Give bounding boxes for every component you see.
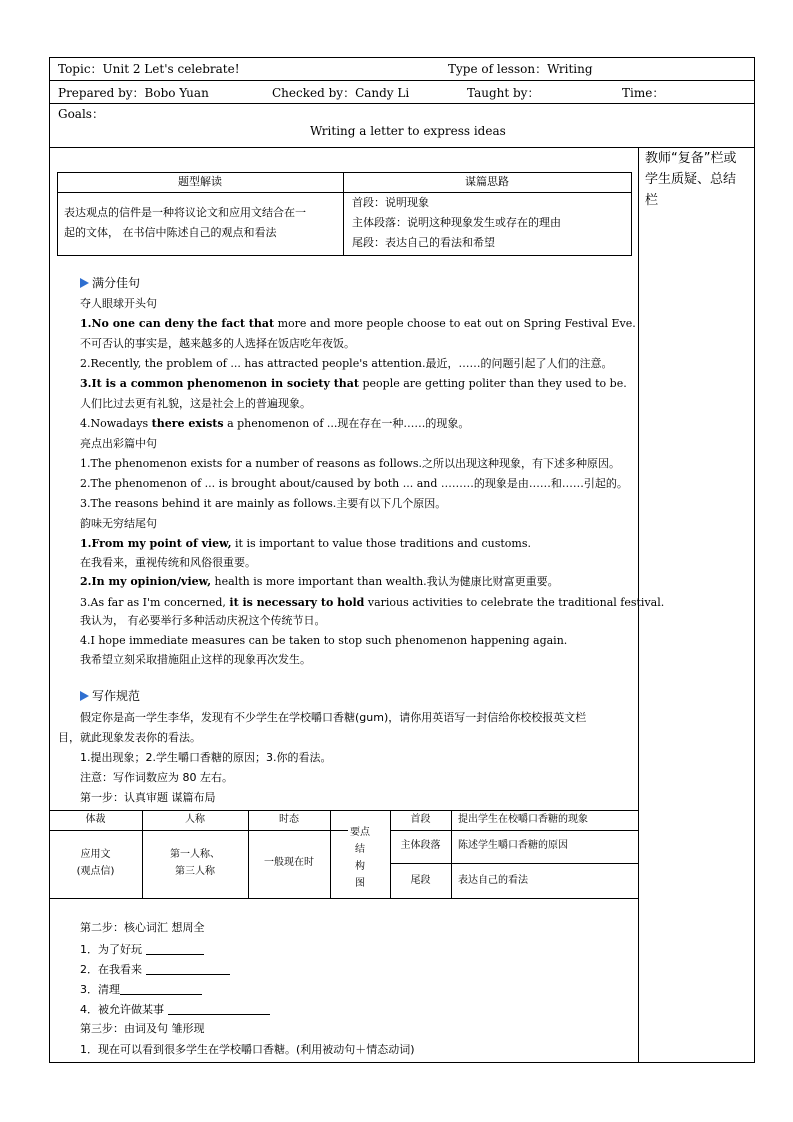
goals-label: Goals： [58, 107, 104, 121]
vocab-blank-4[interactable] [168, 1002, 270, 1015]
person-header: 人称 [185, 814, 205, 825]
lesson-type-label: Type of lesson：Writing [448, 62, 593, 76]
person-value-line-2: 第三人称 [175, 866, 215, 877]
taught-by-label: Taught by： [467, 86, 540, 100]
middle-subtitle: 亮点出彩篇中句 [80, 437, 157, 450]
opening-sentence-3-bold: 3.It is a common phenomenon in society that [80, 377, 359, 390]
goal-text: Writing a letter to express ideas [310, 124, 506, 138]
section1-title [80, 276, 140, 290]
row-label-last: 尾段 [410, 875, 431, 886]
table1-col2-line-2: 主体段落：说明这种现象发生或存在的理由 [352, 216, 561, 229]
vocab-item-3 [80, 982, 202, 997]
ending-sentence-2 [80, 575, 559, 589]
genre-value-line-1: 应用文 [80, 849, 111, 860]
ending-subtitle: 韵味无穷结尾句 [80, 517, 157, 530]
opening-sentence-3-rest: people are getting politer than they used to be. [359, 377, 627, 390]
opening-sentence-1 [80, 317, 636, 331]
table1-col2-header: 谋篇思路 [465, 175, 509, 188]
opening-subtitle: 夺人眼球开头句 [80, 297, 157, 310]
side-note-line-1: 教师“复备”栏或 [645, 151, 737, 166]
ending-sentence-4: 4.I hope immediate measures can be taken to stop such phenomenon happening again. [80, 634, 568, 647]
opening-sentence-4-rest: a phenomenon of ...现在存在一种……的现象。 [223, 417, 470, 430]
tense-header: 时态 [279, 814, 299, 825]
tense-value: 一般现在时 [264, 857, 314, 868]
section2-title [80, 689, 140, 703]
vocab-blank-3[interactable] [120, 982, 202, 995]
vocab-item-4 [80, 1002, 270, 1017]
task-requirements: 1.提出现象；2.学生嚼口香糖的原因；3.你的看法。 [80, 751, 332, 764]
middle-sentence-2: 2.The phenomenon of ... is brought about/caused by both ... and ………的现象是由……和……引起的。 [80, 477, 628, 490]
step2-heading: 第二步：核心词汇 想周全 [80, 921, 205, 934]
ending-sentence-3-bold: it is necessary to hold [229, 596, 365, 609]
vocab-item-1 [80, 942, 204, 957]
ending-sentence-2-rest: health is more important than wealth.我认为健康比财富更重要。 [211, 575, 559, 588]
word-count-note: 注意：写作词数应为 80 左右。 [80, 771, 233, 784]
row-label-first: 首段 [410, 814, 431, 825]
opening-sentence-1-rest: more and more people choose to eat out on Spring Festival Eve. [274, 317, 636, 330]
section1-title-text: 满分佳句 [92, 276, 141, 290]
sentence-question-1: 1．现在可以看到很多学生在学校嚼口香糖。(利用被动句＋情态动词) [80, 1043, 415, 1056]
structure-label-2: 结 [355, 844, 365, 855]
row-content-first: 提出学生在校嚼口香糖的现象 [458, 814, 588, 825]
structure-label-3: 构 [355, 861, 365, 872]
vocab-blank-2[interactable] [146, 962, 230, 975]
ending-sentence-3-cn: 我认为， 有必要举行多种活动庆祝这个传统节日。 [80, 614, 326, 627]
middle-sentence-3: 3.The reasons behind it are mainly as follows.主要有以下几个原因。 [80, 497, 447, 510]
structure-label-1: 要点 [350, 827, 370, 838]
row-content-last: 表达自己的看法 [458, 875, 528, 886]
topic-label: Topic：Unit 2 Let's celebrate! [58, 62, 240, 76]
genre-value-line-2: (观点信) [76, 866, 115, 877]
vocab-blank-1[interactable] [146, 942, 204, 955]
vocab-item-2-label: 2．在我看来 [80, 963, 142, 976]
section2-title-text: 写作规范 [92, 689, 141, 703]
ending-sentence-3-rest: various activities to celebrate the traditional festival. [364, 596, 665, 609]
table1-col1-line-2: 起的文体， 在书信中陈述自己的观点和看法 [64, 226, 277, 239]
opening-sentence-3-cn: 人们比过去更有礼貌，这是社会上的普遍现象。 [80, 397, 311, 410]
time-label: Time： [622, 86, 665, 100]
ending-sentence-4-cn: 我希望立刻采取措施阻止这样的现象再次发生。 [80, 653, 311, 666]
opening-sentence-4-pre: 4.Nowadays [80, 417, 152, 430]
step1-heading: 第一步：认真审题 谋篇布局 [80, 791, 216, 804]
step3-heading: 第三步：由词及句 雏形现 [80, 1022, 205, 1035]
ending-sentence-2-bold: 2.In my opinion/view, [80, 575, 212, 588]
task-paragraph-line-1: 假定你是高一学生李华，发现有不少学生在学校嚼口香糖(gum)，请你用英语写一封信给你校校报英文栏 [80, 711, 587, 724]
structure-label-4: 图 [355, 878, 365, 889]
person-value-line-1: 第一人称、 [170, 849, 220, 860]
opening-sentence-1-cn: 不可否认的事实是，越来越多的人选择在饭店吃年夜饭。 [80, 337, 355, 350]
table1-col1-line-1: 表达观点的信件是一种将议论文和应用文结合在一 [64, 206, 306, 219]
opening-sentence-4 [80, 417, 469, 431]
table1-col1-header: 题型解读 [178, 175, 222, 188]
opening-sentence-3 [80, 377, 627, 391]
ending-sentence-1 [80, 537, 531, 551]
vocab-item-3-label: 3．清理 [80, 983, 120, 996]
arrow-icon [80, 691, 89, 701]
genre-header: 体裁 [85, 814, 106, 825]
table1-col2-line-1: 首段：说明现象 [352, 196, 429, 209]
row-content-body: 陈述学生嚼口香糖的原因 [458, 840, 568, 851]
middle-sentence-1: 1.The phenomenon exists for a number of reasons as follows.之所以出现这种现象，有下述多种原因。 [80, 457, 620, 470]
vocab-item-4-label: 4．被允许做某事 [80, 1003, 164, 1016]
side-note-line-2: 学生质疑、总结 [645, 172, 737, 187]
ending-sentence-1-rest: it is important to value those traditions and customs. [231, 537, 531, 550]
task-paragraph-line-2: 目，就此现象发表你的看法。 [58, 731, 201, 744]
arrow-icon [80, 278, 89, 288]
ending-sentence-1-bold: 1.From my point of view, [80, 537, 232, 550]
ending-sentence-1-cn: 在我看来，重视传统和风俗很重要。 [80, 556, 256, 569]
table1-col2-line-3: 尾段：表达自己的看法和希望 [352, 236, 495, 249]
opening-sentence-4-bold: there exists [151, 417, 224, 430]
ending-sentence-3 [80, 596, 664, 610]
vocab-item-1-label: 1．为了好玩 [80, 943, 142, 956]
prepared-by-label: Prepared by：Bobo Yuan [58, 86, 209, 100]
row-label-body: 主体段落 [400, 840, 441, 851]
opening-sentence-1-bold: 1.No one can deny the fact that [80, 317, 275, 330]
opening-sentence-2: 2.Recently, the problem of ... has attracted people's attention.最近，……的问题引起了人们的注意。 [80, 357, 613, 370]
side-note-line-3: 栏 [645, 193, 659, 208]
checked-by-label: Checked by：Candy Li [272, 86, 410, 100]
ending-sentence-3-pre: 3.As far as I'm concerned, [80, 596, 230, 609]
vocab-item-2 [80, 962, 230, 977]
